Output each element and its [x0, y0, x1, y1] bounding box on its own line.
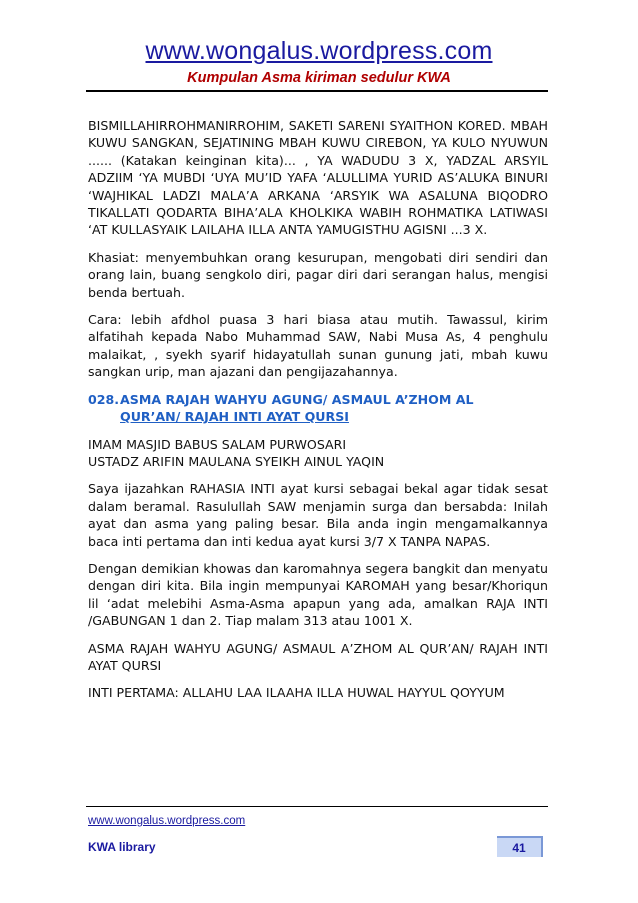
page-number: 41 — [512, 840, 526, 855]
document-body — [88, 117, 548, 712]
footer-url-link[interactable]: www.wongalus.wordpress.com — [88, 815, 246, 827]
section-title — [120, 391, 548, 426]
cara-paragraph: Cara: lebih afdhol puasa 3 hari biasa atau mutih. Tawassul, kirim alfatihah kepada Nabo Muhammad SAW, Nabi Musa As, 4 penghulu malaikat, , syekh syarif hidayatullah sunan gunung jati, mbah kuwu sangkan urip, man ajazani dan pengijazahannya. — [88, 312, 548, 380]
header-subtitle: Kumpulan Asma kiriman sedulur KWA — [187, 70, 451, 86]
ustadz-line: USTADZ ARIFIN MAULANA SYEIKH AINUL YAQIN — [88, 453, 385, 469]
header-url-link[interactable]: www.wongalus.wordpress.com — [145, 37, 493, 65]
inti-pertama-paragraph: INTI PERTAMA: ALLAHU LAA ILAAHA ILLA HUWAL HAYYUL QOYYUM — [88, 685, 505, 701]
header-divider — [86, 90, 548, 92]
invocation-paragraph: BISMILLAHIRROHMANIRROHIM, SAKETI SARENI SYAITHON KORED. MBAH KUWU SANGKAN, SEJATINING MBAH KUWU CIREBON, YA KULO NYUWUN ...... (Katakan keinginan kita)... , YA WADUDU 3 X, YADZAL ARSYIL ADZIIM ‘YA MUBDI ‘UYA MU’ID YAFA ‘ALULLIMA YURID AS’ALUKA BINURI ‘WAJHIKAL LADZI MALA’A ARKANA ‘ARSYIK WA ASALUNA BIQODRO TIKALLATI QODARTA BIHA’ALA KHOLKIKA WABIH ROHMATIKA LATIWASI ‘AT KULLASYAIK LAILAHA ILLA ANTA YAMUGISTHU AGISNI ...3 X. — [88, 118, 548, 238]
page-number-badge — [497, 836, 543, 857]
asma-title-paragraph: ASMA RAJAH WAHYU AGUNG/ ASMAUL A’ZHOM AL QUR’AN/ RAJAH INTI AYAT QURSI — [88, 640, 548, 673]
section-heading — [88, 391, 548, 426]
footer-library-label: KWA library — [88, 840, 156, 854]
ijazah-paragraph: Saya ijazahkan RAHASIA INTI ayat kursi sebagai bekal agar tidak sesat dalam beramal. Rasulullah SAW menjamin surga dan bersabda: Inilah ayat dan asma yang paling besar. Bila anda ingin mengamalkannya baca inti pertama dan inti kedua ayat kursi 3/7 X TANPA NAPAS. — [88, 481, 548, 549]
imam-line: IMAM MASJID BABUS SALAM PURWOSARI — [88, 436, 347, 452]
section-title-line1: ASMA RAJAH WAHYU AGUNG/ ASMAUL A’ZHOM AL — [120, 391, 474, 407]
khasiat-paragraph: Khasiat: menyembuhkan orang kesurupan, mengobati diri sendiri dan orang lain, buang sengkolo diri, pagar diri dari serangan halus, mengisi benda bertuah. — [88, 249, 548, 300]
karomah-paragraph: Dengan demikian khowas dan karomahnya segera bangkit dan menyatu dengan diri kita. Bila ingin mempunyai KAROMAH yang besar/Khoriqun lil ‘adat melebihi Asma-Asma apapun yang ada, amalkan RAJA INTI /GABUNGAN 1 dan 2. Tiap malam 313 atau 1001 X. — [88, 560, 548, 629]
section-title-line2: QUR’AN/ RAJAH INTI AYAT QURSI — [120, 409, 349, 425]
footer-divider — [86, 806, 548, 807]
section-number: 028. — [88, 391, 120, 407]
